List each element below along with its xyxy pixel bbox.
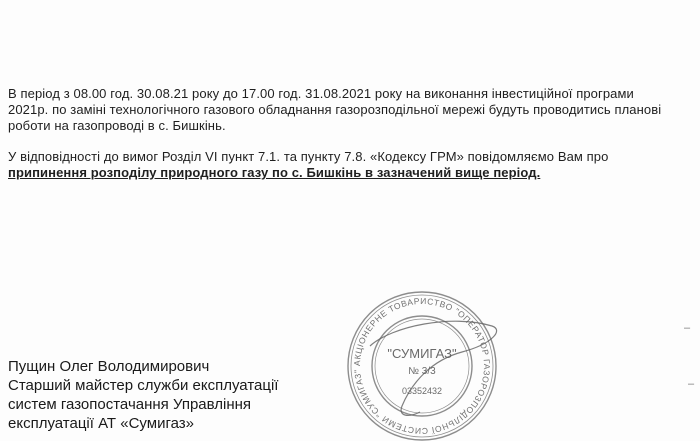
- notice-line-3: роботи на газопроводі в с. Бишкінь.: [8, 118, 226, 133]
- interruption-line-1: У відповідності до вимог Розділ VI пункт 7.1. та пункту 7.8. «Кодексу ГРМ» повідомляємо Вам про: [8, 149, 609, 164]
- stamp-ring-text: АКЦІОНЕРНЕ ТОВАРИСТВО "ОПЕРАТОР ГАЗОРОЗПОДІЛЬНОЇ СИСТЕМИ "СУМИГАЗ": [351, 295, 493, 437]
- notice-line-2: 2021р. по заміні технологічного газового обладнання газорозподільної мережі будуть проводитись планові: [8, 102, 662, 117]
- interruption-line-2-emphasis: припинення розподілу природного газу по с. Бишкінь в зазначений вище період.: [8, 165, 541, 180]
- company-stamp: [342, 286, 502, 446]
- notice-line-1: В період з 08.00 год. 30.08.21 року до 17.00 год. 31.08.2021 року на виконання інвестиційної програми: [8, 86, 634, 101]
- stamp-center-number: № 3/3: [408, 366, 436, 377]
- stamp-center-name: "СУМИГАЗ": [387, 346, 457, 361]
- signature-block: [8, 357, 368, 433]
- margin-mark: –: [688, 378, 695, 390]
- signatory-position-line-2: систем газопостачання Управління: [8, 396, 252, 413]
- work-notice-paragraph: [8, 86, 692, 134]
- signatory-position-line-1: Старший майстер служби експлуатації: [8, 377, 279, 394]
- stamp-code: 03352432: [401, 386, 443, 396]
- margin-mark: –: [684, 322, 691, 334]
- supply-interruption-paragraph: [8, 149, 692, 181]
- signatory-name: Пущин Олег Володимирович: [8, 358, 210, 375]
- signatory-position-line-3: експлуатації АТ «Сумигаз»: [8, 415, 194, 432]
